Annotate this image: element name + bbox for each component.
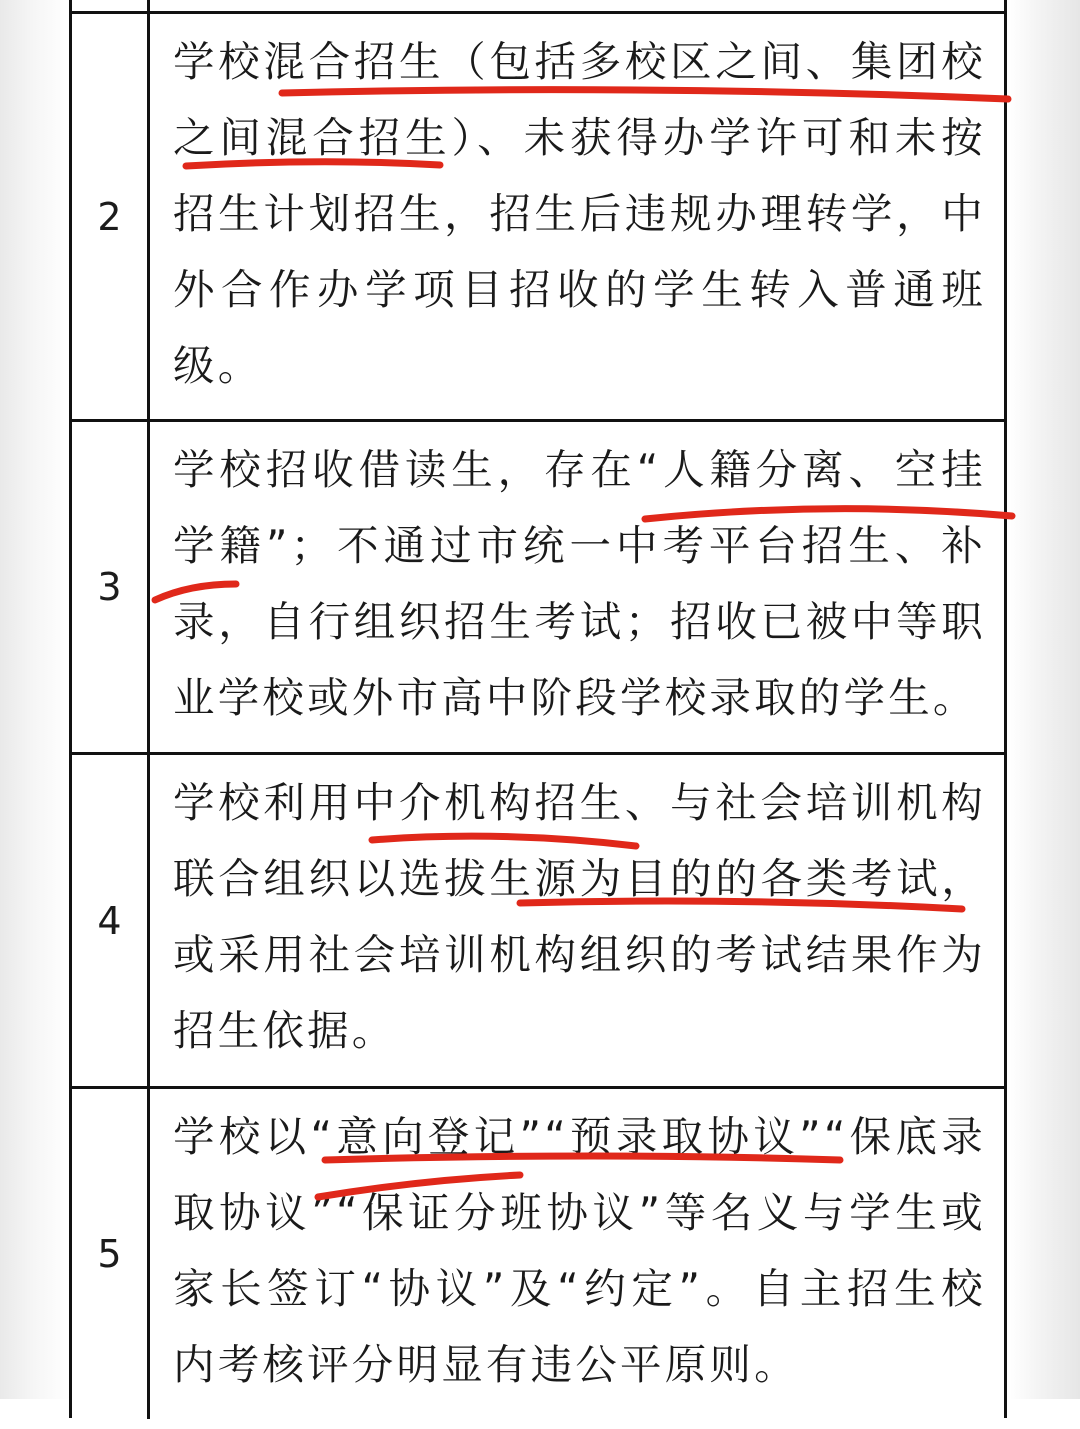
- row-number: 4: [72, 755, 150, 1086]
- row-text: 学校招收借读生，存在“人籍分离、空挂学籍”；不通过市统一中考平台招生、补录，自行组织招生考试；招收已被中等职业学校或外市高中阶段学校录取的学生。: [173, 445, 986, 722]
- row-number: 3: [72, 422, 150, 752]
- rules-table: [69, 0, 1007, 1418]
- table-row: [72, 422, 1004, 755]
- row-text: 学校混合招生（包括多校区之间、集团校之间混合招生）、未获得办学许可和未按招生计划招生，招生后违规办理转学，中外合作办学项目招收的学生转入普通班级。: [173, 37, 986, 390]
- table-row: [72, 14, 1004, 422]
- table-row-previous: [72, 0, 1004, 14]
- row-number: 2: [72, 14, 150, 419]
- row-number: [72, 0, 150, 11]
- table-row: [72, 755, 1004, 1089]
- row-text: 学校利用中介机构招生、与社会培训机构联合组织以选拔生源为目的的各类考试，或采用社会培训机构组织的考试结果作为招生依据。: [173, 778, 986, 1055]
- row-number: 5: [72, 1089, 150, 1419]
- table-row: [72, 1089, 1004, 1429]
- row-text: 学校以“意向登记”“预录取协议”“保底录取协议”“保证分班协议”等名义与学生或家长签订“协议”及“约定”。自主招生校内考核评分明显有违公平原则。: [173, 1112, 986, 1389]
